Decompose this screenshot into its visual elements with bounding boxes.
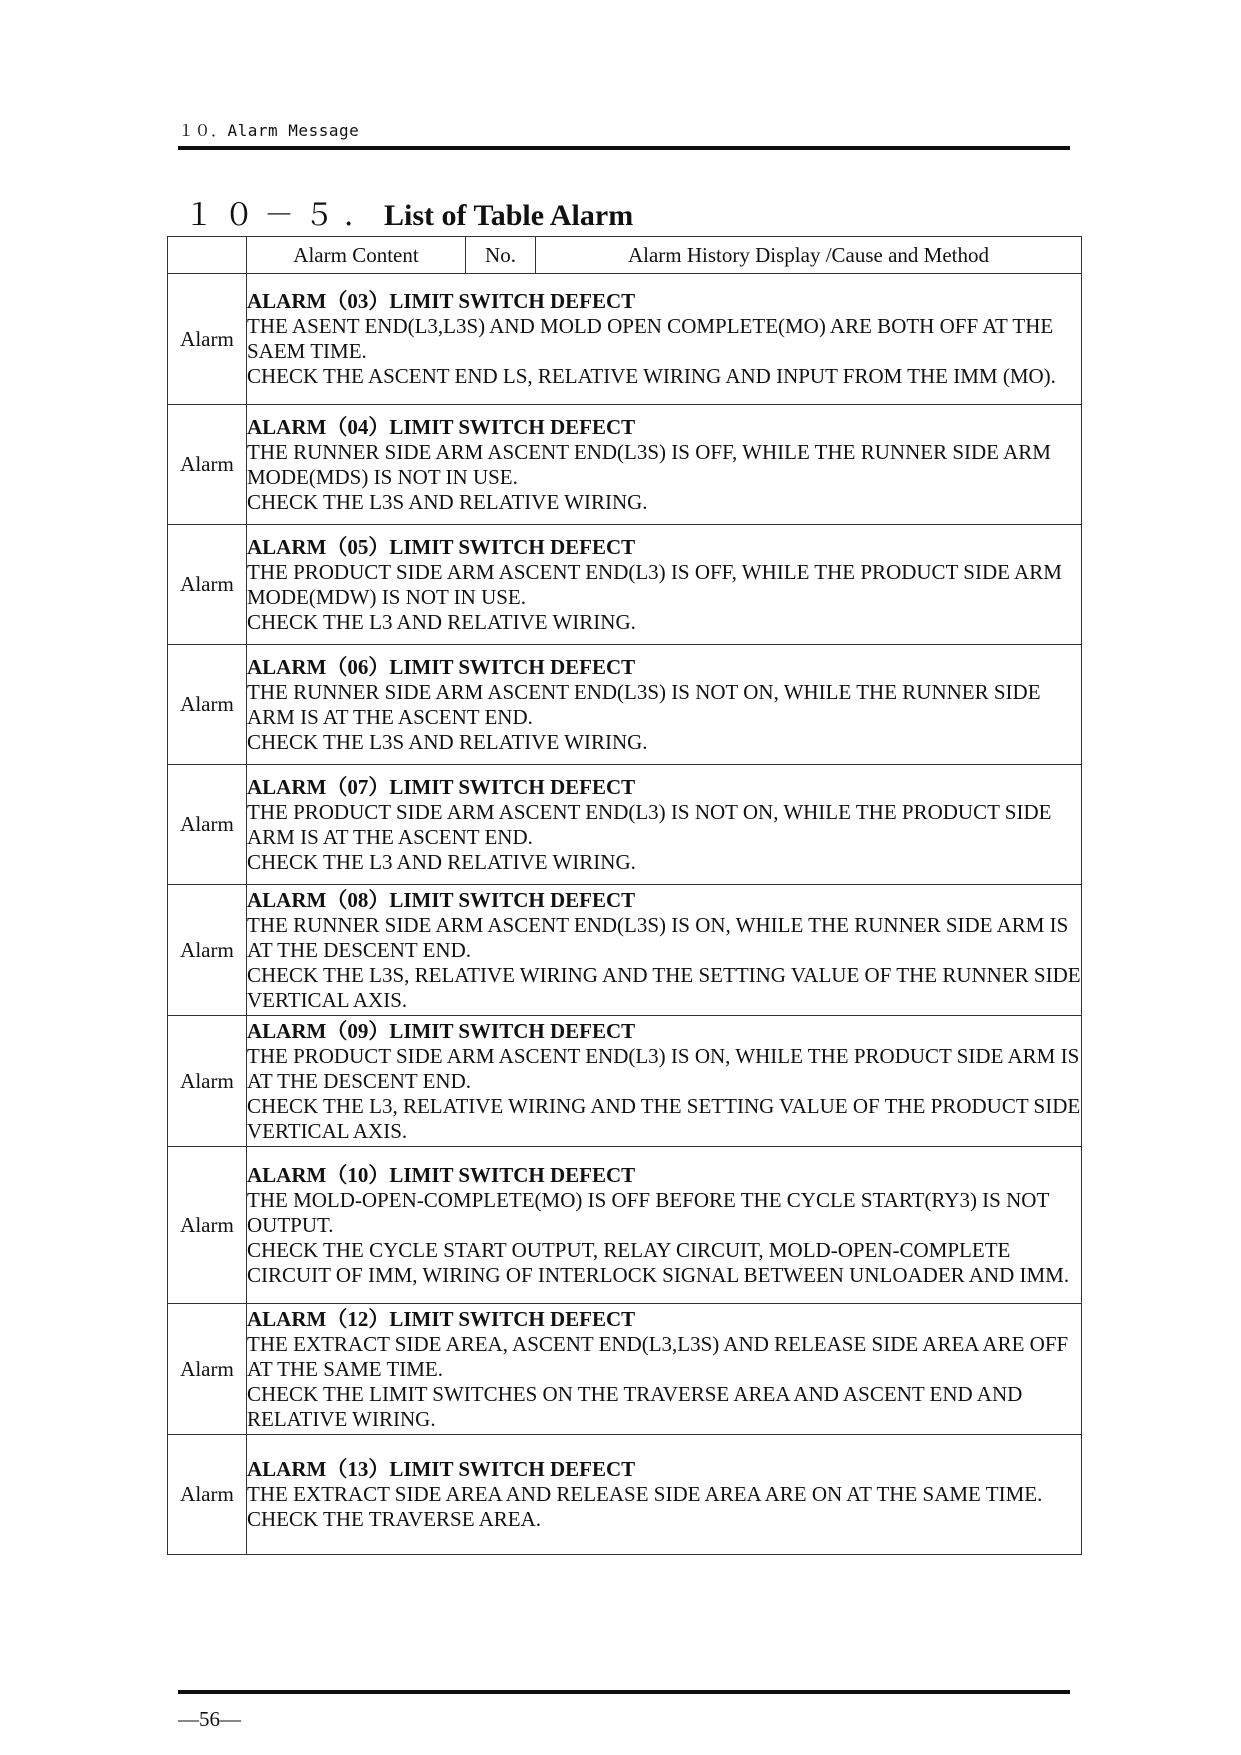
alarm-method: CHECK THE L3S, RELATIVE WIRING AND THE SETTING VALUE OF THE RUNNER SIDE VERTICAL AXIS. xyxy=(247,962,1081,1012)
alarm-method: CHECK THE L3 AND RELATIVE WIRING. xyxy=(247,609,636,634)
alarm-heading: ALARM（03）LIMIT SWITCH DEFECT xyxy=(247,289,636,313)
column-header-history: Alarm History Display /Cause and Method xyxy=(536,237,1082,274)
alarm-cause: THE PRODUCT SIDE ARM ASCENT END(L3) IS ON, WHILE THE PRODUCT SIDE ARM IS AT THE DESCENT END. xyxy=(247,1043,1080,1093)
alarm-heading: ALARM（12）LIMIT SWITCH DEFECT xyxy=(247,1306,636,1331)
alarm-heading: ALARM（04）LIMIT SWITCH DEFECT xyxy=(247,414,636,439)
page-number: —56— xyxy=(178,1707,241,1731)
alarm-heading: ALARM（10）LIMIT SWITCH DEFECT xyxy=(247,1162,636,1187)
column-header-alarm-content: Alarm Content xyxy=(247,237,466,274)
row-content xyxy=(247,1016,1082,1147)
alarm-cause: THE ASENT END(L3,L3S) AND MOLD OPEN COMPLETE(MO) ARE BOTH OFF AT THE SAEM TIME. xyxy=(247,314,1054,363)
alarm-heading: ALARM（08）LIMIT SWITCH DEFECT xyxy=(247,887,636,912)
table-header-row xyxy=(168,237,1082,274)
row-content xyxy=(247,765,1082,885)
alarm-method: CHECK THE LIMIT SWITCHES ON THE TRAVERSE AREA AND ASCENT END AND RELATIVE WIRING. xyxy=(247,1381,1023,1431)
row-content xyxy=(247,1304,1082,1435)
alarm-method: CHECK THE ASCENT END LS, RELATIVE WIRING AND INPUT FROM THE IMM (MO). xyxy=(247,364,1056,388)
alarm-method: CHECK THE L3, RELATIVE WIRING AND THE SETTING VALUE OF THE PRODUCT SIDE VERTICAL AXIS. xyxy=(247,1093,1081,1143)
row-kind: Alarm xyxy=(168,525,247,645)
row-content xyxy=(247,645,1082,765)
alarm-method: CHECK THE L3S AND RELATIVE WIRING. xyxy=(247,489,648,514)
alarm-heading: ALARM（13）LIMIT SWITCH DEFECT xyxy=(247,1457,636,1481)
row-kind: Alarm xyxy=(168,1304,247,1435)
row-content xyxy=(247,274,1082,405)
alarm-table xyxy=(167,236,1082,1555)
table-row xyxy=(168,1435,1082,1555)
alarm-heading: ALARM（07）LIMIT SWITCH DEFECT xyxy=(247,774,636,799)
footer-rule xyxy=(178,1690,1070,1694)
column-header-no: No. xyxy=(466,237,536,274)
section-title xyxy=(184,190,633,234)
row-kind: Alarm xyxy=(168,765,247,885)
table-row xyxy=(168,885,1082,1016)
alarm-method: CHECK THE CYCLE START OUTPUT, RELAY CIRCUIT, MOLD-OPEN-COMPLETE CIRCUIT OF IMM, WIRING OF INTERLOCK SIGNAL BETWEEN UNLOADER AND IMM. xyxy=(247,1237,1070,1287)
alarm-cause: THE RUNNER SIDE ARM ASCENT END(L3S) IS NOT ON, WHILE THE RUNNER SIDE ARM IS AT THE ASCENT END. xyxy=(247,679,1041,729)
alarm-heading: ALARM（05）LIMIT SWITCH DEFECT xyxy=(247,534,636,559)
alarm-cause: THE EXTRACT SIDE AREA AND RELEASE SIDE AREA ARE ON AT THE SAME TIME. xyxy=(247,1482,1043,1506)
row-content xyxy=(247,525,1082,645)
row-kind: Alarm xyxy=(168,1435,247,1555)
table-row xyxy=(168,1304,1082,1435)
row-content xyxy=(247,405,1082,525)
table-row xyxy=(168,1016,1082,1147)
table-row xyxy=(168,765,1082,885)
row-content xyxy=(247,1435,1082,1555)
alarm-cause: THE RUNNER SIDE ARM ASCENT END(L3S) IS ON, WHILE THE RUNNER SIDE ARM IS AT THE DESCENT END. xyxy=(247,912,1069,962)
row-kind: Alarm xyxy=(168,274,247,405)
row-kind: Alarm xyxy=(168,885,247,1016)
table-row xyxy=(168,645,1082,765)
row-content xyxy=(247,885,1082,1016)
row-kind: Alarm xyxy=(168,405,247,525)
column-header-kind xyxy=(168,237,247,274)
alarm-cause: THE PRODUCT SIDE ARM ASCENT END(L3) IS OFF, WHILE THE PRODUCT SIDE ARM MODE(MDW) IS NOT IN USE. xyxy=(247,559,1062,609)
alarm-method: CHECK THE L3S AND RELATIVE WIRING. xyxy=(247,729,648,754)
alarm-cause: THE RUNNER SIDE ARM ASCENT END(L3S) IS OFF, WHILE THE RUNNER SIDE ARM MODE(MDS) IS NOT IN USE. xyxy=(247,439,1051,489)
alarm-method: CHECK THE L3 AND RELATIVE WIRING. xyxy=(247,849,636,874)
alarm-heading: ALARM（09）LIMIT SWITCH DEFECT xyxy=(247,1018,636,1043)
alarm-cause: THE PRODUCT SIDE ARM ASCENT END(L3) IS NOT ON, WHILE THE PRODUCT SIDE ARM IS AT THE ASCENT END. xyxy=(247,799,1052,849)
table-row xyxy=(168,1147,1082,1304)
alarm-cause: THE MOLD-OPEN-COMPLETE(MO) IS OFF BEFORE THE CYCLE START(RY3) IS NOT OUTPUT. xyxy=(247,1187,1049,1237)
row-kind: Alarm xyxy=(168,1016,247,1147)
alarm-heading: ALARM（06）LIMIT SWITCH DEFECT xyxy=(247,654,636,679)
table-row xyxy=(168,274,1082,405)
table-row xyxy=(168,525,1082,645)
section-number: １０－５． xyxy=(184,199,384,232)
row-kind: Alarm xyxy=(168,645,247,765)
section-title-text: List of Table Alarm xyxy=(384,199,634,232)
header-rule xyxy=(178,146,1070,150)
alarm-method: CHECK THE TRAVERSE AREA. xyxy=(247,1507,542,1531)
alarm-cause: THE EXTRACT SIDE AREA, ASCENT END(L3,L3S) AND RELEASE SIDE AREA ARE OFF AT THE SAME TIME. xyxy=(247,1331,1069,1381)
table-row xyxy=(168,405,1082,525)
running-header: １０．Alarm Message xyxy=(178,121,360,140)
row-content xyxy=(247,1147,1082,1304)
row-kind: Alarm xyxy=(168,1147,247,1304)
